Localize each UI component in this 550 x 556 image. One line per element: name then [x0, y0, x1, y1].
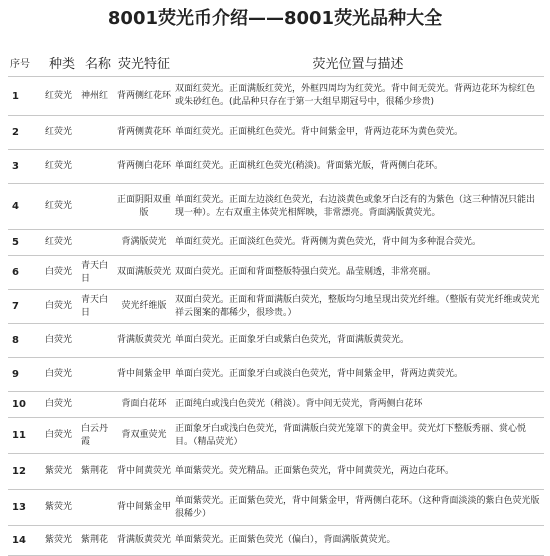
table-row	[8, 256, 544, 290]
row-name	[80, 324, 116, 358]
table-row	[8, 490, 544, 526]
row-desc: 正面象牙白或浅白色荧光，背面满版白荧光笼罩下的黄金甲。荧光灯下整版秀丽、赏心悦目。（精品荧光）	[172, 418, 544, 454]
table-row	[8, 184, 544, 230]
row-no: 4	[8, 184, 44, 230]
row-type: 红荧光	[44, 77, 80, 116]
row-desc: 双面白荧光。正面和背面满版白荧光，整版均匀地呈现出荧光纤维。（整版有荧光纤维或荧光祥云图案的都稀少，很珍贵。）	[172, 290, 544, 324]
table-row	[8, 116, 544, 150]
row-no: 6	[8, 256, 44, 290]
table-row	[8, 418, 544, 454]
row-type: 白荧光	[44, 358, 80, 392]
header-type: 种类	[44, 48, 80, 77]
table-row	[8, 290, 544, 324]
row-feature: 背满版黄荧光	[116, 324, 172, 358]
row-type: 红荧光	[44, 116, 80, 150]
row-name	[80, 392, 116, 418]
row-no: 3	[8, 150, 44, 184]
row-no: 13	[8, 490, 44, 526]
row-feature: 背中间紫金甲	[116, 490, 172, 526]
row-feature: 背双重荧光	[116, 418, 172, 454]
row-feature: 背满版荧光	[116, 230, 172, 256]
table-row	[8, 392, 544, 418]
row-desc: 单面红荧光。正面桃红色荧光(稍淡)。背面紫光版，背两侧白花环。	[172, 150, 544, 184]
row-type: 白荧光	[44, 418, 80, 454]
row-no: 14	[8, 526, 44, 556]
row-feature: 荧光纤维版	[116, 290, 172, 324]
row-name	[80, 116, 116, 150]
row-feature: 双面满版荧光	[116, 256, 172, 290]
table-row	[8, 77, 544, 116]
row-desc: 单面紫荧光。荧光精品。正面紫色荧光，背中间黄荧光，两边白花环。	[172, 454, 544, 490]
row-type: 白荧光	[44, 324, 80, 358]
row-desc: 双面白荧光。正面和背面整版特强白荧光。晶莹剔透，非常亮丽。	[172, 256, 544, 290]
row-desc: 双面红荧光。正面满版红荧光，外框四周均为红荧光。背中间无荧光。背两边花环为棕红色或朱砂红色。(此品种只存在于第一大组早期冠号中，很稀少珍贵)	[172, 77, 544, 116]
row-no: 8	[8, 324, 44, 358]
header-name: 名称	[80, 48, 116, 77]
row-desc: 单面白荧光。正面象牙白或淡白色荧光，背中间紫金甲，背两边黄荧光。	[172, 358, 544, 392]
row-name: 白云丹霞	[80, 418, 116, 454]
row-type: 白荧光	[44, 290, 80, 324]
row-no: 1	[8, 77, 44, 116]
row-no: 11	[8, 418, 44, 454]
row-name	[80, 184, 116, 230]
table-row	[8, 230, 544, 256]
row-no: 5	[8, 230, 44, 256]
row-type: 紫荧光	[44, 490, 80, 526]
row-feature: 背满版黄荧光	[116, 526, 172, 556]
row-no: 10	[8, 392, 44, 418]
row-desc: 单面红荧光。正面左边淡红色荧光，右边淡黄色或象牙白泛有的为紫色（这三种情况只能出现一种）。左右双重主体荧光相辉映，非常漂亮。背面满版黄荧光。	[172, 184, 544, 230]
table-row	[8, 526, 544, 556]
row-no: 9	[8, 358, 44, 392]
row-name: 紫荆花	[80, 526, 116, 556]
row-no: 12	[8, 454, 44, 490]
row-feature: 背两侧白花环	[116, 150, 172, 184]
row-name	[80, 230, 116, 256]
table-row	[8, 454, 544, 490]
header-feature: 荧光特征	[116, 48, 172, 77]
row-name	[80, 358, 116, 392]
row-name	[80, 490, 116, 526]
row-desc: 正面纯白或浅白色荧光（稍淡）。背中间无荧光，背两侧白花环	[172, 392, 544, 418]
row-type: 红荧光	[44, 184, 80, 230]
row-type: 紫荧光	[44, 454, 80, 490]
row-type: 白荧光	[44, 256, 80, 290]
row-name: 青天白日	[80, 256, 116, 290]
row-feature: 背中间紫金甲	[116, 358, 172, 392]
header-no: 序号	[8, 48, 44, 77]
row-type: 红荧光	[44, 150, 80, 184]
header-row	[8, 48, 544, 77]
table-row	[8, 324, 544, 358]
row-type: 紫荧光	[44, 526, 80, 556]
row-feature: 背中间黄荧光	[116, 454, 172, 490]
table-row	[8, 150, 544, 184]
table-row	[8, 358, 544, 392]
page-title: 8001荧光币介绍——8001荧光品种大全	[107, 8, 443, 29]
row-no: 2	[8, 116, 44, 150]
variety-table	[8, 48, 544, 556]
row-feature: 背两侧黄花环	[116, 116, 172, 150]
row-feature: 背两侧红花环	[116, 77, 172, 116]
row-desc: 单面红荧光。正面桃红色荧光。背中间紫金甲，背两边花环为黄色荧光。	[172, 116, 544, 150]
row-type: 红荧光	[44, 230, 80, 256]
row-desc: 单面白荧光。正面象牙白或紫白色荧光，背面满版黄荧光。	[172, 324, 544, 358]
row-desc: 单面紫荧光。正面紫色荧光，背中间紫金甲，背两侧白花环。（这种背面淡淡的紫白色荧光版很稀少）	[172, 490, 544, 526]
row-no: 7	[8, 290, 44, 324]
row-name	[80, 150, 116, 184]
row-name: 紫荆花	[80, 454, 116, 490]
row-feature: 正面阴阳双重版	[116, 184, 172, 230]
row-feature: 背面白花环	[116, 392, 172, 418]
row-desc: 单面紫荧光。正面紫色荧光（偏白），背面满版黄荧光。	[172, 526, 544, 556]
row-name: 青天白日	[80, 290, 116, 324]
header-desc: 荧光位置与描述	[172, 48, 544, 77]
row-name: 神州红	[80, 77, 116, 116]
row-type: 白荧光	[44, 392, 80, 418]
row-desc: 单面红荧光。正面淡红色荧光。背两侧为黄色荧光，背中间为多种混合荧光。	[172, 230, 544, 256]
